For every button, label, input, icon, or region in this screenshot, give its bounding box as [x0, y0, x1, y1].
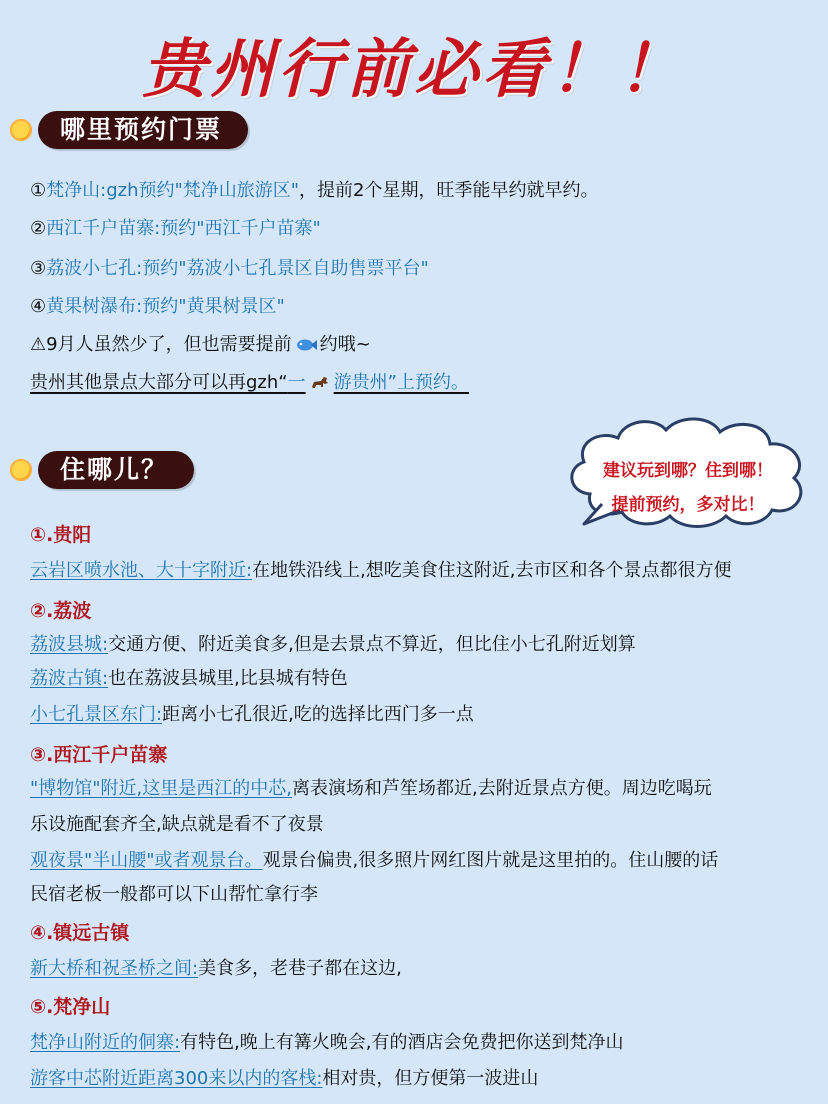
booking-other: 贵州其他景点大部分可以再gzh“一 游贵州”上预约。 — [30, 372, 469, 393]
horse-icon — [309, 375, 331, 391]
booking-other-link[interactable]: 一 — [287, 372, 306, 393]
bubble-line-1: 建议玩到哪？住到哪！ — [603, 461, 773, 481]
stay-zhenyuan-title: ④.镇远古镇 — [30, 922, 130, 944]
booking-item-1: ①梵净山:gzh预约"梵净山旅游区"，提前2个星期，旺季能早约就早约。 — [30, 180, 599, 201]
stay-xijiang-line-3: 观夜景"半山腰"或者观景台。观景台偏贵,很多照片网红图片就是这里拍的。住山腰的话 — [30, 850, 719, 871]
stay-xijiang-title: ③.西江千户苗寨 — [30, 744, 168, 766]
booking-note: ⚠9月人虽然少了，但也需要提前 约哦~ — [30, 334, 371, 355]
speech-cloud — [562, 412, 814, 530]
booking-item-3: ③荔波小七孔:预约"荔波小七孔景区自助售票平台" — [30, 258, 429, 279]
section-stay-title: 住哪儿？ — [38, 451, 194, 489]
stay-xijiang-line-1: "博物馆"附近,这里是西江的中芯,离表演场和芦笙场都近,去附近景点方便。周边吃喝玩 — [30, 778, 712, 799]
stay-fanjing-line-1: 梵净山附近的侗寨:有特色,晚上有篝火晚会,有的酒店会免费把你送到梵净山 — [30, 1032, 624, 1053]
section-stay-header — [10, 450, 194, 490]
booking-item-2: ②西江千户苗寨:预约"西江千户苗寨" — [30, 218, 321, 239]
stay-xijiang-line-2: 乐设施配套齐全,缺点就是看不了夜景 — [30, 814, 324, 835]
stay-libo-title: ②.荔波 — [30, 600, 92, 622]
sun-icon — [10, 119, 32, 141]
page-title: 贵州行前必看！！ — [142, 32, 686, 107]
booking-item-3-link[interactable]: 荔波小七孔:预约"荔波小七孔景区自助售票平台" — [46, 258, 429, 279]
stay-guiyang-title: ①.贵阳 — [30, 524, 92, 546]
stay-libo-line-2: 荔波古镇:也在荔波县城里,比县城有特色 — [30, 668, 348, 689]
stay-guiyang-line-1: 云岩区喷水池、大十字附近:在地铁沿线上,想吃美食住这附近,去市区和各个景点都很方便 — [30, 560, 732, 581]
section-booking-title: 哪里预约门票 — [38, 111, 248, 149]
booking-item-1-link[interactable]: 梵净山:gzh预约"梵净山旅游区" — [46, 180, 300, 201]
stay-fanjing-title: ⑤.梵净山 — [30, 996, 111, 1018]
booking-item-4-link[interactable]: 黄果树瀑布:预约"黄果树景区" — [46, 296, 285, 317]
stay-zhenyuan-line-1: 新大桥和祝圣桥之间:美食多，老巷子都在这边, — [30, 958, 402, 979]
fish-icon — [295, 337, 317, 353]
section-booking-header — [10, 110, 248, 150]
stay-libo-line-1: 荔波县城:交通方便、附近美食多,但是去景点不算近，但比住小七孔附近划算 — [30, 634, 636, 655]
sun-icon — [10, 459, 32, 481]
booking-item-4: ④黄果树瀑布:预约"黄果树景区" — [30, 296, 285, 317]
stay-libo-line-3: 小七孔景区东门:距离小七孔很近,吃的选择比西门多一点 — [30, 704, 474, 725]
booking-item-2-link[interactable]: 西江千户苗寨:预约"西江千户苗寨" — [46, 218, 321, 239]
stay-fanjing-line-2: 游客中芯附近距离300来以内的客栈:相对贵，但方便第一波进山 — [30, 1068, 539, 1089]
bubble-line-2: 提前预约，多对比！ — [611, 495, 765, 515]
stay-xijiang-line-4: 民宿老板一般都可以下山帮忙拿行李 — [30, 884, 318, 905]
